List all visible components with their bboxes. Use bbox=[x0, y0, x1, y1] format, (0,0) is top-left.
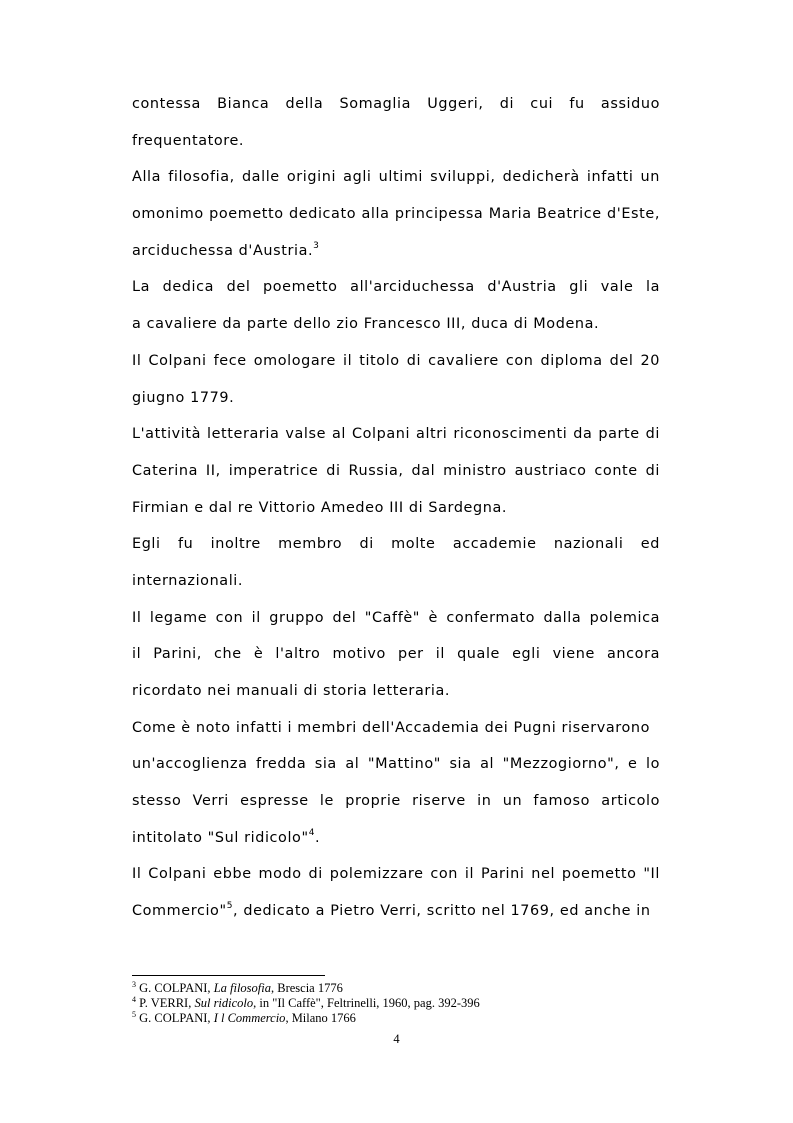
text-line: La dedica del poemetto all'arciduchessa d'Austria gli vale la bbox=[132, 279, 660, 296]
text-line: Il legame con il gruppo del "Caffè" è confermato dalla polemica bbox=[132, 609, 660, 626]
footnote-rest: , Milano 1766 bbox=[285, 1011, 356, 1026]
text-segment: Commercio" bbox=[132, 903, 227, 920]
text-line: il Parini, che è l'altro motivo per il quale egli viene ancora bbox=[132, 646, 660, 663]
footnote-number: 5 bbox=[132, 1010, 136, 1020]
text-line: un'accoglienza fredda sia al "Mattino" sia al "Mezzogiorno", e lo bbox=[132, 756, 660, 773]
footnote-author: G. COLPANI, bbox=[139, 981, 211, 995]
text-line bbox=[132, 893, 660, 930]
text-line: stesso Verri espresse le proprie riserve in un famoso articolo bbox=[132, 793, 660, 810]
footnote-ref: 3 bbox=[313, 240, 320, 251]
footnote-ref: 4 bbox=[308, 827, 316, 838]
footnote-number: 3 bbox=[132, 980, 136, 989]
text-segment: . bbox=[315, 829, 321, 846]
footnote-title: La filosofia bbox=[213, 981, 271, 995]
text-line: Firmian e dal re Vittorio Amedeo III di Sardegna. bbox=[132, 499, 508, 516]
footnote-title: Sul ridicolo bbox=[194, 996, 254, 1011]
text-segment: , dedicato a Pietro Verri, scritto nel 1769, ed anche in bbox=[233, 903, 651, 920]
footnote-title: I l Commercio bbox=[213, 1011, 286, 1026]
text-line: omonimo poemetto dedicato alla principessa Maria Beatrice d'Este, bbox=[132, 206, 660, 223]
text-segment: intitolato "Sul ridicolo" bbox=[132, 829, 309, 846]
text-line bbox=[132, 233, 660, 270]
footnote bbox=[132, 996, 660, 1011]
text-line: a cavaliere da parte dello zio Francesco III, duca di Modena. bbox=[132, 316, 600, 333]
body-text bbox=[132, 86, 660, 930]
footnotes bbox=[132, 981, 660, 1027]
text-line: L'attività letteraria valse al Colpani altri riconoscimenti da parte di bbox=[132, 426, 660, 443]
text-line: Caterina II, imperatrice di Russia, dal ministro austriaco conte di bbox=[132, 462, 660, 479]
text-line: giugno 1779. bbox=[132, 389, 235, 406]
text-line: Come è noto infatti i membri dell'Accademia dei Pugni riservarono bbox=[132, 719, 650, 736]
text-line: contessa Bianca della Somaglia Uggeri, di cui fu assiduo bbox=[132, 96, 660, 112]
text-line: internazionali. bbox=[132, 572, 244, 589]
text-line: Alla filosofia, dalle origini agli ultimi sviluppi, dedicherà infatti un bbox=[132, 169, 660, 186]
footnote-rest: , in "Il Caffè", Feltrinelli, 1960, pag. 392-396 bbox=[253, 996, 480, 1011]
text-line: frequentatore. bbox=[132, 132, 245, 149]
text-segment: arciduchessa d'Austria. bbox=[132, 242, 314, 259]
footnote bbox=[132, 981, 660, 996]
text-line bbox=[132, 820, 660, 857]
footnote-author: G. COLPANI, bbox=[139, 1011, 211, 1026]
text-line: Egli fu inoltre membro di molte accademie nazionali ed bbox=[132, 536, 660, 553]
footnote-separator bbox=[132, 975, 325, 976]
footnote-rest: , Brescia 1776 bbox=[271, 981, 343, 995]
footnote-author: P. VERRI, bbox=[139, 996, 192, 1011]
text-line: Il Colpani fece omologare il titolo di cavaliere con diploma del 20 bbox=[132, 352, 660, 369]
text-line: Il Colpani ebbe modo di polemizzare con il Parini nel poemetto "Il bbox=[132, 866, 660, 883]
footnote-number: 4 bbox=[132, 995, 136, 1005]
footnote bbox=[132, 1011, 660, 1026]
text-line: ricordato nei manuali di storia letteraria. bbox=[132, 683, 451, 699]
footnote-ref: 5 bbox=[226, 901, 234, 912]
page-number: 4 bbox=[393, 1032, 400, 1046]
